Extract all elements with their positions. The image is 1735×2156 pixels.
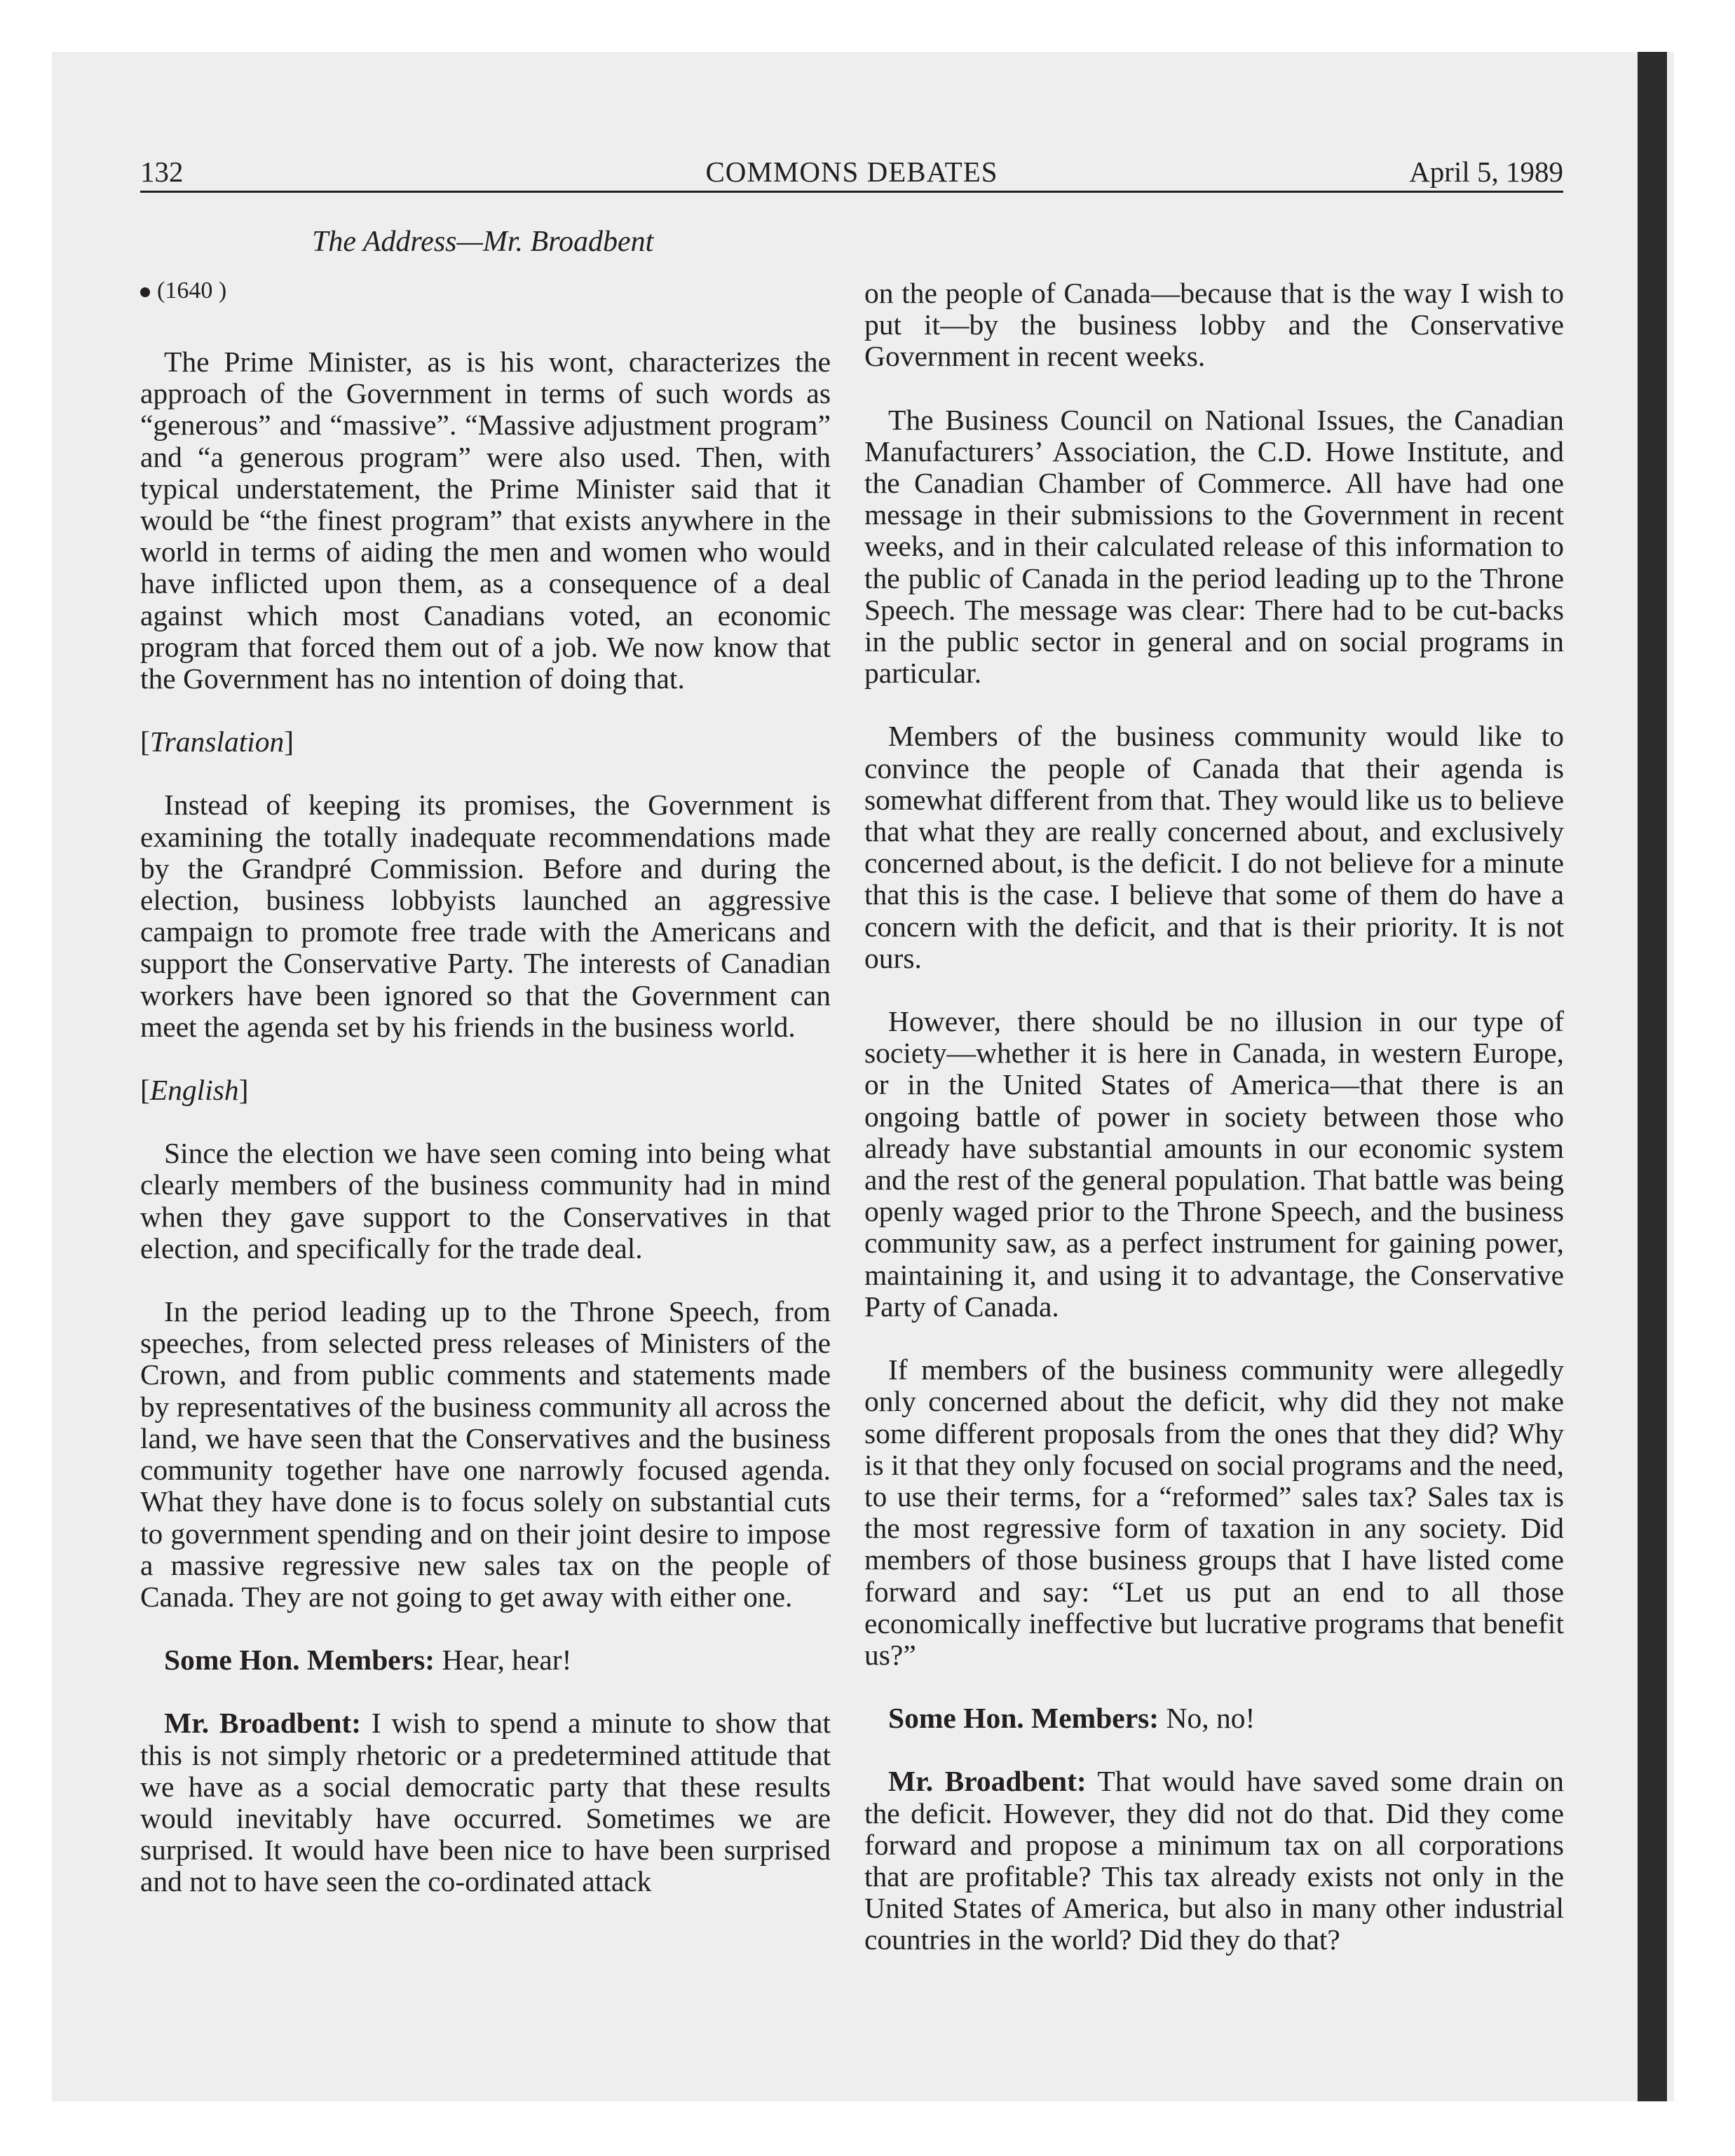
section-subheading: The Address—Mr. Broadbent — [312, 226, 654, 258]
speech-text: No, no! — [1159, 1702, 1256, 1735]
speaker-name: Mr. Broadbent: — [888, 1765, 1087, 1798]
language-marker: [Translation] — [140, 725, 294, 758]
paragraph: on the people of Canada—because that is the way I wish to put it—by the business lobby and the Conservative Government in recent weeks. — [864, 277, 1564, 373]
paragraph: Since the election we have seen coming into being what clearly members of the business community had in mind when they gave support to the Conservatives in that election, and specifically for the trade deal. — [140, 1137, 831, 1264]
bullet-icon — [140, 287, 150, 297]
right-column — [864, 278, 1564, 1988]
timestamp — [140, 275, 831, 306]
paragraph: Instead of keeping its promises, the Government is examining the totally inadequate recommendations made by the Grandpré Commission. Before and during the election, business lobbyists launched an aggressive campaign to promote free trade with the Americans and support the Conservative Party. The interests of Canadian workers have been ignored so that the Government can meet the agenda set by his friends in the business world. — [140, 789, 831, 1043]
speaker-name: Mr. Broadbent: — [164, 1707, 362, 1740]
speaker-name: Some Hon. Members: — [888, 1702, 1159, 1735]
paragraph: However, there should be no illusion in our type of society—whether it is here in Canada, in western Europe, or in the United States of America—that there is an ongoing battle of power in society between those who already have substantial amounts in our economic system and the rest of the general population. That battle was being openly waged prior to the Throne Speech, and the business community saw, as a perfect instrument for gaining power, maintaining it, and using it to advantage, the Conservative Party of Canada. — [864, 1005, 1564, 1323]
language-marker-text: Translation — [149, 725, 285, 758]
timestamp-text: (1640 ) — [157, 278, 227, 303]
header-rule — [140, 191, 1563, 193]
left-column — [140, 275, 831, 1930]
paragraph: Members of the business community would like to convince the people of Canada that their agenda is somewhat different from that. They would like us to believe that what they are really concerned about, and exclusively concerned about, is the deficit. I do not believe for a minute that this is the case. I believe that some of them do have a concern with the deficit, and that is their priority. It is not ours. — [864, 720, 1564, 974]
paragraph — [140, 1644, 831, 1676]
paragraph: If members of the business community were allegedly only concerned about the deficit, why did they not make some different proposals from the ones that they did? Why is it that they only focused on social programs and the need, to use their terms, for a “reformed” sales tax? Sales tax is the most regressive form of taxation in any society. Did members of those business groups that I have listed come forward and say: “Let us put an end to all those economically ineffective but lucrative programs that benefit us?” — [864, 1353, 1564, 1671]
paragraph: The Prime Minister, as is his wont, characterizes the approach of the Government in terms of such words as “generous” and “massive”. “Massive adjustment program” and “a generous program” were also used. Then, with typical understatement, the Prime Minister said that it would be “the finest program” that exists anywhere in the world in terms of aiding the men and women who would have inflicted upon them, as a consequence of a deal against which most Canadians voted, an economic program that forced them out of a job. We now know that the Government has no intention of doing that. — [140, 346, 831, 695]
speech-text: I wish to spend a minute to show that this is not simply rhetoric or a predetermined attitude that we have as a social democratic party that these results would inevitably have occurred. Sometimes we are surprised. It would have been nice to have been surprised and not to have seen the co-ordinated attack — [140, 1707, 831, 1898]
language-marker: [English] — [140, 1074, 249, 1107]
speech-text: That would have saved some drain on the deficit. However, they did not do that. Did they come forward and propose a minimum tax on all corporations that are profitable? This tax already exists not only in the United States of America, but also in many other industrial countries in the world? Did they do that? — [864, 1765, 1565, 1956]
paragraph — [864, 1766, 1564, 1956]
publication-title: COMMONS DEBATES — [705, 156, 998, 188]
page-number: 132 — [140, 156, 184, 188]
speech-text: Hear, hear! — [435, 1644, 572, 1677]
speaker-name: Some Hon. Members: — [164, 1644, 435, 1677]
paragraph: The Business Council on National Issues, the Canadian Manufacturers’ Association, the C.D. Howe Institute, and the Canadian Chamber of Commerce. All have had one message in their submissions to the Government in recent weeks, and in their calculated release of this information to the public of Canada in the period leading up to the Throne Speech. The message was clear: There had to be cut-backs in the public sector in general and on social programs in particular. — [864, 403, 1564, 690]
running-header — [140, 150, 1563, 193]
language-marker-text: English — [149, 1074, 239, 1107]
paragraph — [864, 1703, 1564, 1734]
publication-date: April 5, 1989 — [1409, 156, 1563, 188]
binding-edge — [1638, 52, 1667, 2101]
paragraph: In the period leading up to the Throne Speech, from speeches, from selected press releases of Ministers of the Crown, and from public comments and statements made by representatives of the business community all across the land, we have seen that the Conservatives and the business community together have one narrowly focused agenda. What they have done is to focus solely on substantial cuts to government spending and on their joint desire to impose a massive regressive new sales tax on the people of Canada. They are not going to get away with either one. — [140, 1295, 831, 1613]
paragraph — [140, 1707, 831, 1897]
